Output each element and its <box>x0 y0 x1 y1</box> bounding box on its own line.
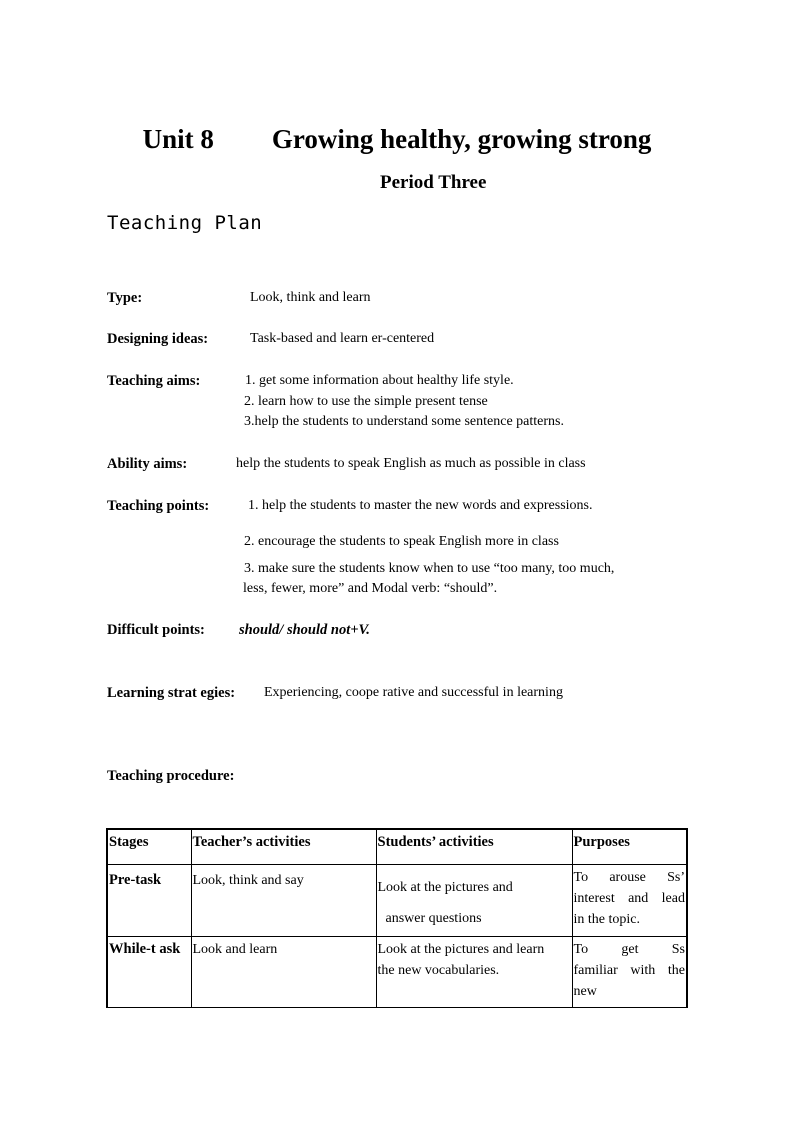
purpose-cell <box>572 865 687 937</box>
aims-label: Teaching aims: <box>107 373 201 389</box>
purpose-line: in the topic. <box>573 912 640 927</box>
student-activity-line: Look at the pictures and <box>377 880 513 895</box>
type-value: Look, think and learn <box>250 290 371 305</box>
type-label: Type: <box>107 290 143 306</box>
student-activity-line: the new vocabularies. <box>377 963 500 978</box>
student-activity-cell <box>376 937 572 1008</box>
document-title <box>0 124 794 155</box>
points-item: less, fewer, more” and Modal verb: “should”. <box>243 581 498 596</box>
points-item: 2. encourage the students to speak English more in class <box>244 534 559 549</box>
designing-label: Designing ideas: <box>107 331 209 347</box>
table-header-cell: Stages <box>107 829 191 865</box>
strategies-label: Learning strat egies: <box>107 685 236 701</box>
teacher-activity-cell: Look, think and say <box>191 865 376 937</box>
ability-label: Ability aims: <box>107 456 188 472</box>
table-row <box>107 937 687 1008</box>
purpose-line: To get Ss <box>573 942 685 957</box>
period-heading: Period Three <box>380 172 487 193</box>
table-row <box>107 865 687 937</box>
unit-number: Unit 8 <box>142 124 214 154</box>
purpose-cell <box>572 937 687 1008</box>
stage-cell: Pre-task <box>107 865 191 937</box>
purpose-line: familiar with the <box>573 963 685 978</box>
ability-value: help the students to speak English as much as possible in class <box>236 456 586 471</box>
points-item: 3. make sure the students know when to use “too many, too much, <box>244 561 615 576</box>
points-label: Teaching points: <box>107 498 210 514</box>
designing-value: Task-based and learn er-centered <box>250 331 435 346</box>
difficult-label: Difficult points: <box>107 622 205 638</box>
aims-item: 2. learn how to use the simple present tense <box>244 394 488 409</box>
aims-item: 1. get some information about healthy life style. <box>245 373 514 388</box>
stage-cell: While-t ask <box>107 937 191 1008</box>
table-header-cell: Students’ activities <box>376 829 572 865</box>
procedure-table <box>106 828 688 1008</box>
plan-heading: Teaching Plan <box>107 212 263 234</box>
purpose-line: To arouse Ss’ <box>573 870 685 885</box>
unit-title: Growing healthy, growing strong <box>271 124 652 154</box>
table-header-cell: Teacher’s activities <box>191 829 376 865</box>
student-activity-line: Look at the pictures and learn <box>377 942 545 957</box>
aims-item: 3.help the students to understand some sentence patterns. <box>244 414 564 429</box>
purpose-line: new <box>573 984 597 999</box>
table-header-row <box>107 829 687 865</box>
table-header-cell: Purposes <box>572 829 687 865</box>
procedure-label: Teaching procedure: <box>107 768 235 784</box>
student-activity-line: answer questions <box>385 911 482 926</box>
points-item: 1. help the students to master the new words and expressions. <box>248 498 593 513</box>
purpose-line: interest and lead <box>573 891 685 906</box>
difficult-value: should/ should not+V. <box>239 622 370 638</box>
strategies-value: Experiencing, coope rative and successful in learning <box>264 685 563 700</box>
student-activity-cell <box>376 865 572 937</box>
teacher-activity-cell: Look and learn <box>191 937 376 1008</box>
